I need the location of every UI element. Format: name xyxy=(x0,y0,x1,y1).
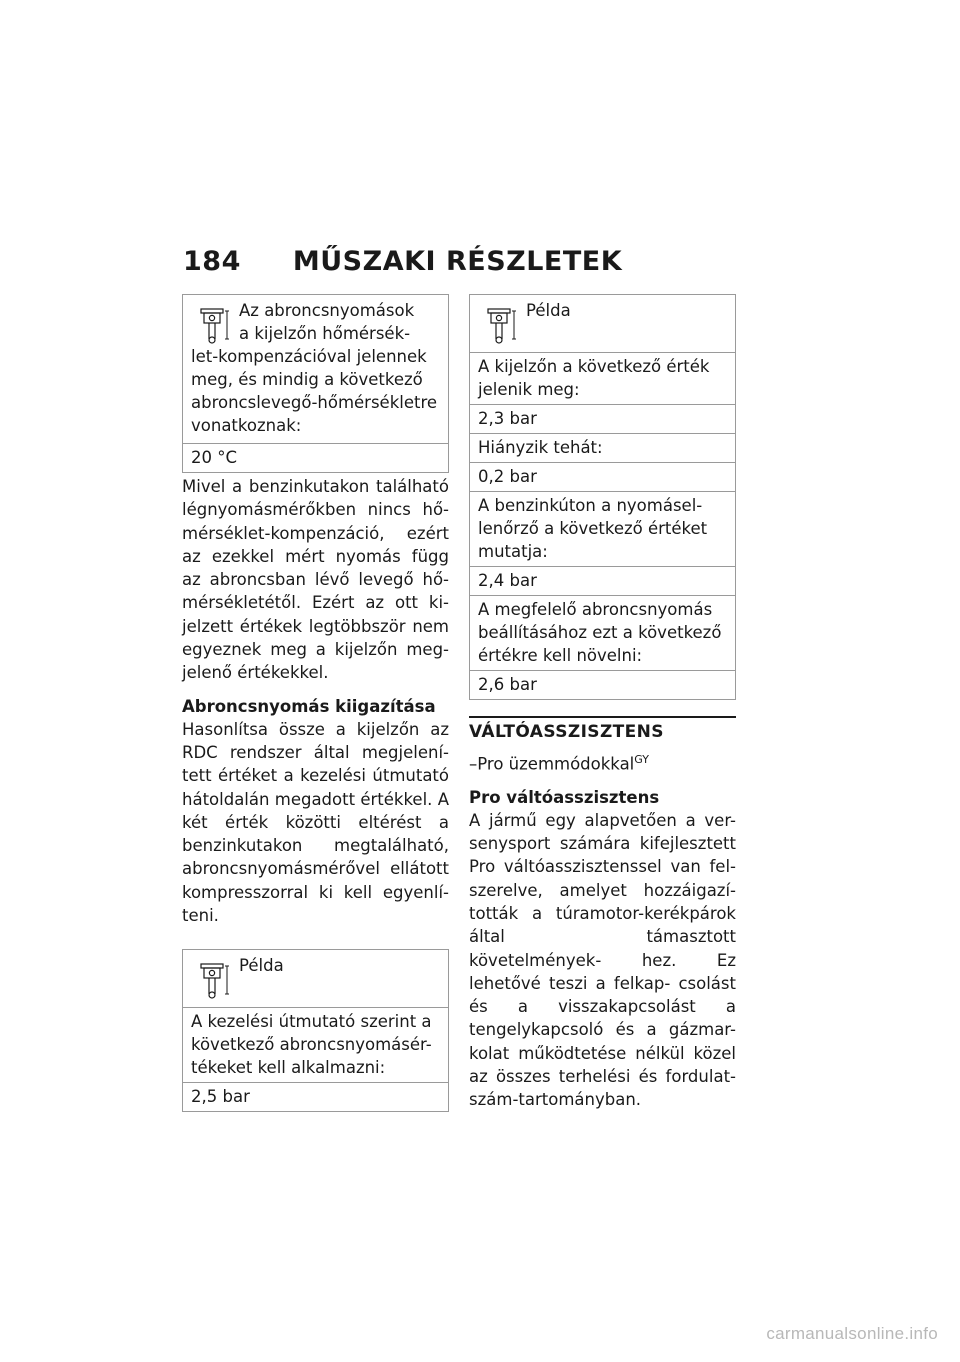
paragraph: A jármű egy alapvetően a ver- senysport számára kifejlesztett Pro váltóasszisztenssel van fel- szerelve, amelyet hozzáigazí- tották a túramotor-kerékpárok által támasztott követelmények- hez. Ez lehetővé teszi a felkap- csolást és a visszakapcsolást a tengelykapcsoló és a gázmar- kolat működtetése nélkül közel az összes terhelési és fordulat- szám-tartományban. xyxy=(469,810,736,1110)
example-value: 2,6 bar xyxy=(470,670,735,699)
note-box xyxy=(182,294,449,473)
example-text: Hiányzik tehát: xyxy=(470,433,735,462)
example-text: A kijelzőn a következő érték jelenik meg: xyxy=(470,352,735,404)
page-number: 184 xyxy=(183,246,241,277)
tire-gauge-icon xyxy=(478,301,518,345)
page-title: MŰSZAKI RÉSZLETEK xyxy=(292,246,623,277)
section-title: VÁLTÓASSZISZTENS xyxy=(469,722,664,742)
note-text-rest: let-kompenzációval jelennek meg, és mindig a következő abroncslevegő-hőmérsékletre vonatkoznak: xyxy=(191,347,438,435)
tire-gauge-icon xyxy=(191,301,231,345)
example-value: 2,4 bar xyxy=(470,566,735,595)
watermark: carmanualsonline.info xyxy=(766,1324,938,1343)
paragraph: Hasonlítsa össze a kijelzőn az RDC rendszer által megjelení- tett értéket a kezelési útmutató hátoldalán megadott értékkel. A két érték közötti eltérést a benzinkutakon megtalálható, abroncsnyomásmérővel ellátott kompresszorral ki kell egyenlí- teni. xyxy=(182,719,449,926)
subheading-pro-shift: Pro váltóasszisztens xyxy=(469,787,660,807)
right-column xyxy=(469,294,736,1112)
note-text-first: Az abroncsnyomások a kijelzőn hőmérsék- xyxy=(239,301,415,343)
subheading-tire-adjust: Abroncsnyomás kiigazítása xyxy=(182,696,436,716)
note-row xyxy=(183,295,448,443)
mode-note xyxy=(469,748,736,776)
example-text: A megfelelő abroncsnyomás beállításához ezt a következő értékre kell növelni: xyxy=(470,595,735,670)
left-column xyxy=(182,294,449,1112)
example-header xyxy=(183,950,448,1007)
tire-gauge-icon xyxy=(191,956,231,1000)
mode-text: –Pro üzemmódokkal xyxy=(469,754,635,774)
example-text: A benzinkúton a nyomásel- lenőrző a következő értéket mutatja: xyxy=(470,491,735,566)
section-divider xyxy=(469,716,736,718)
note-value: 20 °C xyxy=(183,443,448,472)
example-text: A kezelési útmutató szerint a következő abroncsnyomásér- tékeket kell alkalmazni: xyxy=(183,1007,448,1082)
example-box xyxy=(469,294,736,700)
page-header xyxy=(183,246,622,277)
example-value: 2,3 bar xyxy=(470,404,735,433)
example-header xyxy=(470,295,735,352)
example-title: Példa xyxy=(239,956,284,976)
example-value: 2,5 bar xyxy=(183,1082,448,1111)
paragraph: Mivel a benzinkutakon található légnyomásmérőkben nincs hő- mérséklet-kompenzáció, ezért az ezekkel mért nyomás függ az abroncsban lévő levegő hő- mérsékletétől. Ezért az ott ki- jelzett értékek legtöbbször nem egyeznek meg a kijelzőn meg- jelenő értékekkel. xyxy=(182,477,449,683)
example-value: 0,2 bar xyxy=(470,462,735,491)
example-box xyxy=(182,949,449,1112)
mode-superscript: GY xyxy=(634,753,649,766)
example-title: Példa xyxy=(526,301,571,320)
